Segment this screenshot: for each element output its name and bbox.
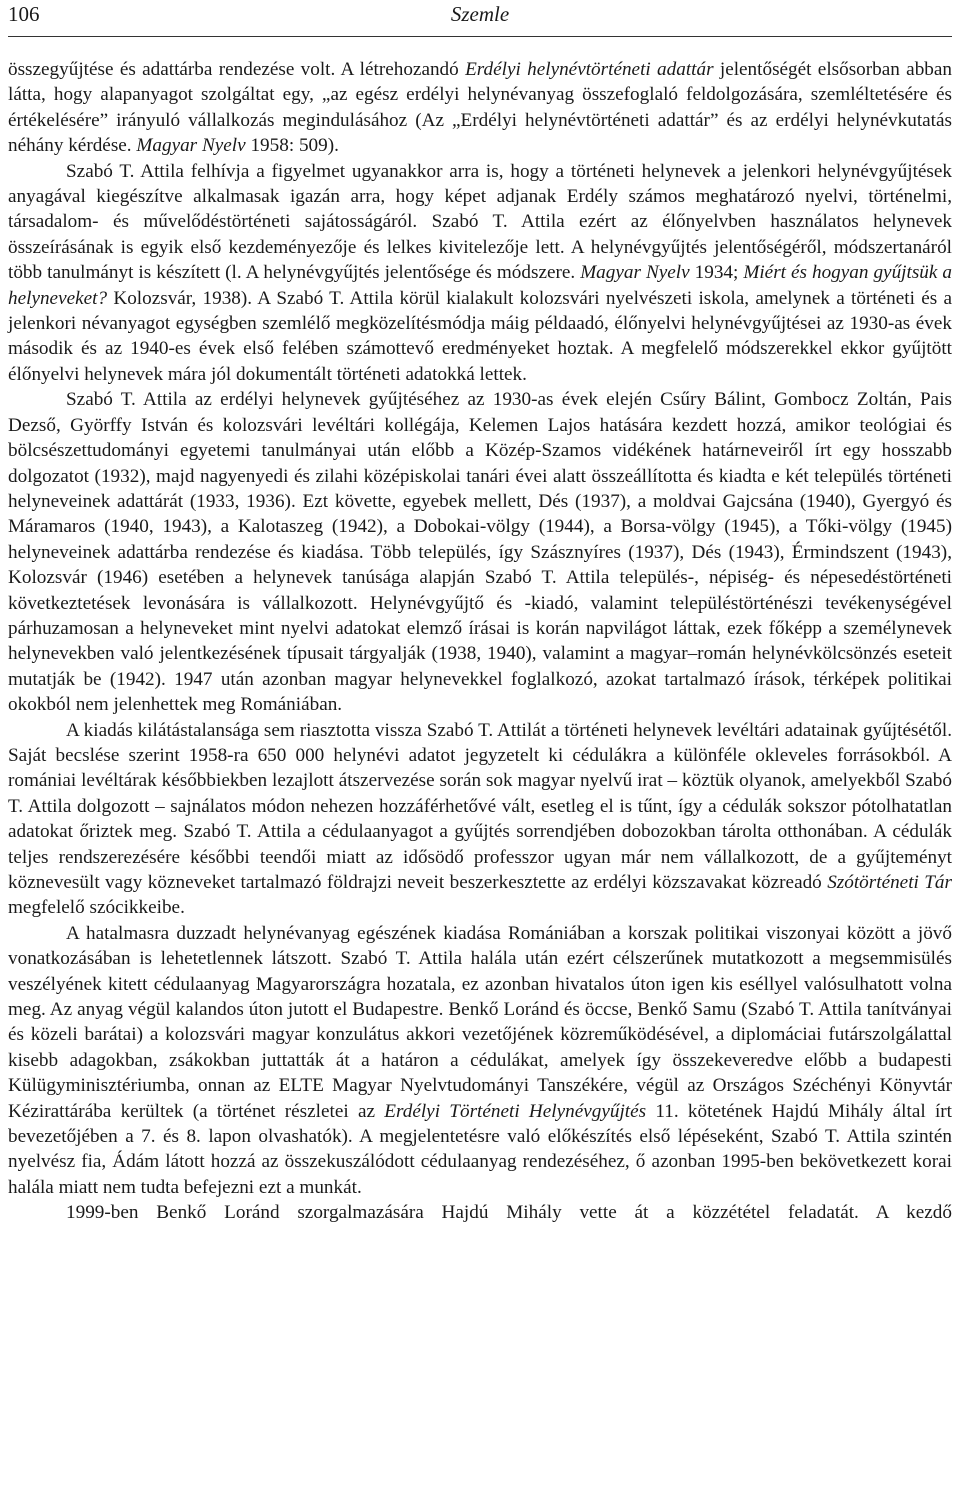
- text-run: A hatalmasra duzzadt helynévanyag egészének kiadása Romániában a korszak politikai viszonyai között a jövő vonatkozásában is lehetetlennek látszott. Szabó T. Attila halála után ezért célszerűnek mutatkozott a megsemmisülés veszélyének kitett cédulaanyag Magyarországra hozatala, ez azonban hivatalos úton igen kis eséllyel valósulhatott volna meg. Az anyag végül kalandos úton jutott el Budapestre. Benkő Loránd és öccse, Benkő Samu (Szabó T. Attila tanítványai és közeli barátai) a kolozsvári magyar konzulátus akkori vezetőjének közreműködésével, a diplomáciai futárszolgálattal kisebb adagokban, zsákokban juttatták át a határon a cédulákat, amelyek így összekeveredve előbb a budapesti Külügyminisztériumba, onnan az ELTE Magyar Nyelvtudományi Tanszékére, végül az Országos Széchényi Könyvtár Kézirattárába kerültek (a történet részletei az: [8, 922, 952, 1122]
- text-run: 11. kötetének Hajdú Mihály által írt bevezetőjében a 7. és 8. lapon olvashatók). A megjelentetésre való előkészítés első lépéseként, Szabó T. Attila szintén nyelvész fia, Ádám látott hozzá az összekuszálódott cédulaanyag rendezéséhez, ő azonban 1995-ben bekövetkezett korai halála miatt nem tudta befejezni ezt a munkát.: [8, 1100, 952, 1198]
- text-run: A kiadás kilátástalansága sem riasztotta vissza Szabó T. Attilát a történeti helynevek levéltári adatainak gyűjtésétől. Saját becslése szerint 1958-ra 650 000 helynévi adatot jegyzetelt ki cédulákra a különféle okleveles forrásokból. A romániai levéltárak későbbiekben lezajlott átszervezése során sok magyar nyelvű irat – köztük olyanok, amelyekből Szabó T. Attila dolgozott – sajnálatos módon nehezen hozzáférhetővé vált, esetleg el is tűnt, így a cédulák sokszor pótolhatatlan adatokat őriztek meg. Szabó T. Attila a cédulaanyagot a gyűjtés sorrendjében dobozokban tárolta otthonában. A cédulák teljes rendszerezésére későbbi teendői miatt az idősödő professzor ugyan már nem vállalkozott, de a gyűjteményt köznevesült vagy közneveket tartalmazó földrajzi neveit beszerkesztette az erdélyi közszavakat közreadó: [8, 719, 952, 893]
- italic-text-run: Erdélyi Történeti Helynévgyűjtés: [384, 1100, 647, 1122]
- italic-text-run: Szótörténeti Tár: [827, 872, 952, 893]
- text-run: megfelelő szócikkeibe.: [8, 897, 185, 919]
- text-run: 1999-ben Benkő Loránd szorgalmazására Hajdú Mihály vette át a közzététel feladatát. A kezdő: [66, 1202, 952, 1224]
- text-run: 1934;: [689, 262, 744, 284]
- paragraph: [8, 921, 952, 1200]
- italic-text-run: Magyar Nyelv: [580, 262, 690, 284]
- running-title: Szemle: [450, 2, 510, 26]
- italic-text-run: Magyar Nyelv: [136, 135, 246, 157]
- paragraph: [8, 57, 952, 159]
- page-header: [8, 0, 952, 37]
- paragraph: [8, 387, 952, 717]
- text-run: összegyűjtése és adattárba rendezése volt. A létrehozandó: [8, 59, 466, 80]
- paragraph: [8, 159, 952, 388]
- article-body: [8, 57, 952, 1226]
- text-run: jelentőségét elsősorban abban látta, hogy alapanyagot szolgáltat egy, „az egész erdélyi helynévanyag összefoglaló feldolgozására, szemléltetésére és értékelésére” irányuló vállalkozás megindulásához (Az „Erdélyi helynévtörténeti adattár” és az erdélyi helynévkutatás néhány kérdése.: [8, 59, 952, 157]
- text-run: Szabó T. Attila felhívja a figyelmet ugyanakkor arra is, hogy a történeti helynevek a jelenkori helynévgyűjtések anyagával kiegészítve alkalmasak igazán arra, hogy képet adjanak Erdély számos meghatározó nyelvi, történelmi, társadalom- és művelődéstörténeti sajátosságáról. Szabó T. Attila ezért az élőnyelvben használatos helynevek összeírásának is egyik első kezdeményezője és lelkes kivitelezője lett. A helynévgyűjtés jelentőségéről, módszertanáról több tanulmányt is készített (l. A helynévgyűjtés jelentősége és módszere.: [8, 160, 952, 284]
- italic-text-run: Miért és hogyan gyűjtsük a helyneveket?: [8, 262, 952, 309]
- text-run: Kolozsvár, 1938). A Szabó T. Attila körül kialakult kolozsvári nyelvészeti iskola, amelynek a történeti és a jelenkori névanyagot egységben szemlélő megközelítésmódja máig példaadó, élőnyelvi helynévgyűjtései az 1930-as évek második és az 1940-es évek első felében számottevő eredményeket hoztak. A megfelelő módszerekkel ekkor gyűjtött élőnyelvi helynevek mára jól dokumentált történeti adatokká lettek.: [8, 287, 952, 385]
- paragraph: [8, 718, 952, 921]
- italic-text-run: Erdélyi helynévtörténeti adattár: [465, 59, 714, 80]
- page: [8, 0, 952, 1226]
- paragraph: [8, 1200, 952, 1225]
- text-run: 1958: 509).: [245, 135, 339, 157]
- page-number: 106: [8, 2, 40, 26]
- text-run: Szabó T. Attila az erdélyi helynevek gyűjtéséhez az 1930-as évek elején Csűry Bálint, Gombocz Zoltán, Pais Dezső, Györffy István és kolozsvári levéltári kollégája, Kelemen Lajos hatására kezdett hozzá, amikor teológiai és bölcsészettudományi egyetemi tanulmányai után előbb a Közép-Szamos vidékének határneveiről írt egy hosszabb dolgozatot (1932), majd nagyenyedi és zilahi középiskolai tanári évei alatt összeállította és kiadta e két település történeti helyneveinek adattárát (1933, 1936). Ezt követte, egyebek mellett, Dés (1937), a moldvai Gajcsána (1940), Gyergyó és Máramaros (1940, 1943), a Kalotaszeg (1942), a Dobokai-völgy (1944), a Borsa-völgy (1945), a Tőki-völgy (1945) helyneveinek adattárba rendezése és kiadása. Több település, így Szásznyíres (1937), Dés (1943), Érmindszent (1943), Kolozsvár (1946) esetében a helynevek tanúsága alapján Szabó T. Attila település-, népiség- és népesedéstörténeti következtetések levonására is vállalkozott. Helynévgyűjtő és -kiadó, valamint településtörténészi tevékenységével párhuzamosan a helyneveket mint nyelvi adatokat elemző írásai is korán napvilágot láttak, ezek főképp a személynevek helynevekben való jelentkezésének típusait tárgyalják (1938, 1940), valamint a magyar–román helynévkölcsönzés eseteit mutatják be (1942). 1947 után azonban magyar helynevekkel foglalkozó, azokat tartalmazó írások, térképek politikai okokból nem jelenhettek meg Romániában.: [8, 389, 952, 716]
